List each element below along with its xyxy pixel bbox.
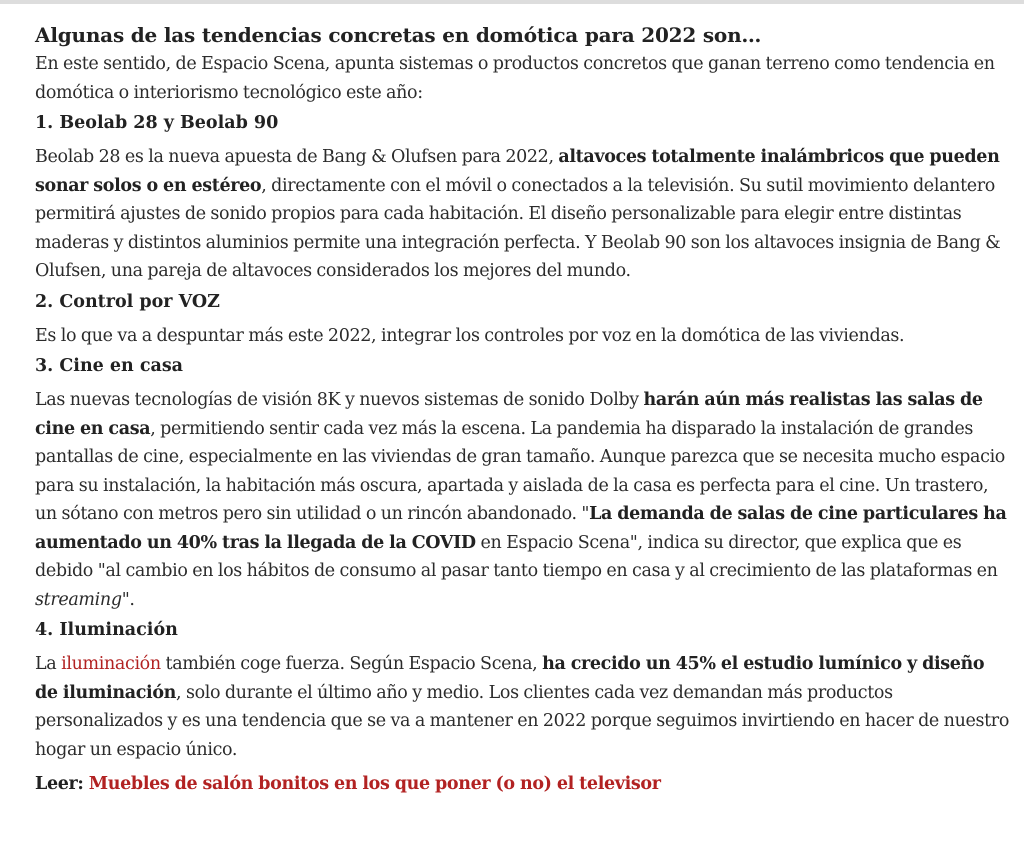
read-also xyxy=(35,770,1010,799)
cinema-italic: streaming xyxy=(35,589,122,610)
beolab-bold-1: altavoces totalmente inalámbricos que pueden sonar solos o en estéreo xyxy=(35,147,1000,196)
voice-control-title: 2. Control por VOZ xyxy=(35,291,220,312)
read-also-link[interactable]: Muebles de salón bonitos en los que poner (o no) el televisor xyxy=(88,774,661,794)
cinema-bold-1: harán aún más realistas las salas de cine en casa xyxy=(35,390,983,439)
beolab-text-2: , directamente con el móvil o conectados a la televisión. Su sutil movimiento delantero permitirá ajustes de sonido propios para cada habitación. El diseño personalizable para elegir entre distintas maderas y distintos aluminios permite una integración perfecta. Y Beolab 90 son los altavoces insignia de Bang & Olufsen, una pareja de altavoces considerados los mejores del mundo. xyxy=(35,175,1001,281)
cinema-text-4: ". xyxy=(121,589,135,610)
lighting-title: 4. Iluminación xyxy=(35,620,178,640)
lighting-bold-1: ha crecido un 45% el estudio lumínico y diseño de iluminación xyxy=(35,654,985,703)
top-border xyxy=(0,0,1024,4)
intro-paragraph: En este sentido, de Espacio Scena, apunta sistemas o productos concretos que ganan terreno como tendencia en domótica o interiorismo tecnológico este año: xyxy=(35,54,995,103)
lighting-text-2: , solo durante el último año y medio. Los clientes cada vez demandan más productos personalizados y es una tendencia que se va a mantener en 2022 porque seguimos invirtiendo en hacer de nuestro hogar un espacio único. xyxy=(35,682,1010,760)
lighting-paragraph xyxy=(35,650,1010,764)
beolab-text-1: Beolab 28 es la nueva apuesta de Bang & Olufsen para 2022, xyxy=(35,147,559,167)
cinema-text-2: , permitiendo sentir cada vez más la escena. La pandemia ha disparado la instalación de grandes pantallas de cine, especialmente en las viviendas de gran tamaño. Aunque parezca que se necesita mucho espacio para su instalación, la habitación más oscura, apartada y aislada de la casa es perfecta para el cine. Un trastero, un sótano con metros pero sin utilidad o un rincón abandonado. " xyxy=(35,418,1005,524)
voice-control-paragraph: Es lo que va a despuntar más este 2022, integrar los controles por voz en la domótica de las viviendas. xyxy=(35,325,905,346)
lighting-link[interactable]: iluminación xyxy=(61,654,161,674)
read-label: Leer: xyxy=(35,774,89,794)
beolab-paragraph xyxy=(35,143,1010,286)
cinema-bold-2: La demanda de salas de cine particulares ha aumentado un 40% tras la llegada de la COVID xyxy=(35,504,1007,553)
article-body xyxy=(35,20,1010,799)
home-cinema-paragraph xyxy=(35,386,1010,614)
lighting-text-1: también coge fuerza. Según Espacio Scena, xyxy=(160,654,543,674)
lighting-text-0: La xyxy=(35,654,62,674)
beolab-title: 1. Beolab 28 y Beolab 90 xyxy=(35,113,279,133)
section-heading: Algunas de las tendencias concretas en domótica para 2022 son… xyxy=(35,23,762,47)
cinema-text-3: en Espacio Scena", indica su director, que explica que es debido "al cambio en los hábitos de consumo al pasar tanto tiempo en casa y al crecimiento de las plataformas en xyxy=(35,532,998,581)
home-cinema-title: 3. Cine en casa xyxy=(35,356,184,376)
cinema-text-1: Las nuevas tecnologías de visión 8K y nuevos sistemas de sonido Dolby xyxy=(35,390,644,410)
